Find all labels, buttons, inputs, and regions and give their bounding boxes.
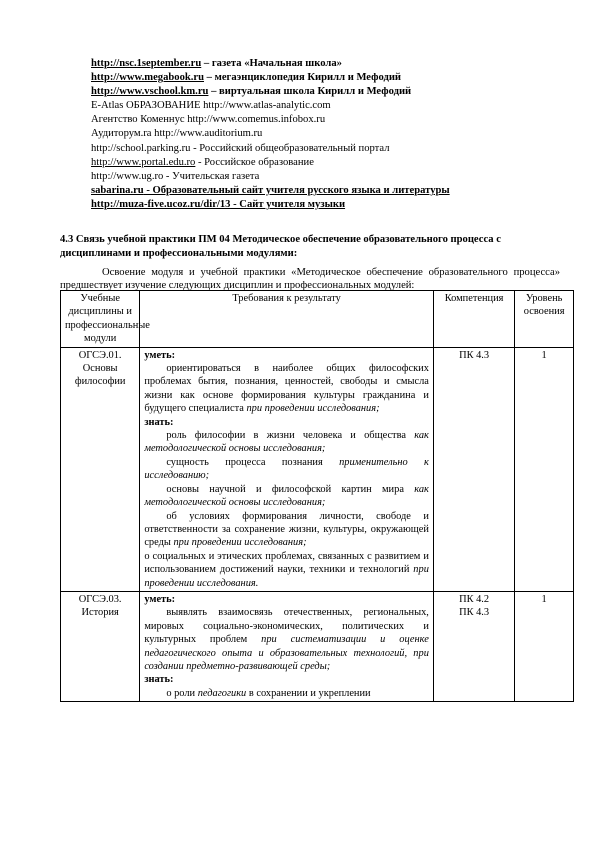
header-competence: Компетенция [433, 291, 514, 348]
discipline-name: Основы философии [74, 363, 126, 388]
resource-link[interactable]: http://muza-five.ucoz.ru/dir/13 [91, 198, 231, 210]
link-line [91, 113, 561, 127]
header-level: Уровень освоения [515, 291, 574, 348]
resource-link[interactable]: http://nsc.1september.ru [91, 58, 202, 69]
competence-cell: ПК 4.3 [433, 347, 514, 591]
header-disciplines: Учебные дисциплины и профессиональные модули [61, 291, 140, 348]
requirement-item: выявлять взаимосвязь отечественных, региональных, мировых социально-экономических, политических и культурных проблем при систематизации и оценке педагогического опыта и образовательных технологий, при создании предметно-развивающей среды; [144, 607, 429, 672]
resource-description: http://school.parking.ru - Российский общеобразовательный портал [91, 142, 390, 154]
resource-description: – газета «Начальная школа» [201, 58, 342, 69]
skills-label: уметь: [144, 349, 176, 361]
resource-description: - Российское образование [195, 156, 314, 168]
discipline-cell [61, 591, 140, 701]
competence-cell: ПК 4.2 ПК 4.3 [433, 591, 514, 701]
resource-description: http://www.ug.ro - Учительская газета [91, 170, 260, 182]
requirement-item: о роли педагогики в сохранении и укреплении [166, 687, 371, 699]
header-requirements: Требования к результату [140, 291, 434, 348]
resource-description: Агентство Коменнус http://www.comemus.infobox.ru [91, 114, 326, 126]
intro-text: Освоение модуля и учебной практики «Методическое обеспечение образовательного процесса» предшествует изучение следующих дисциплин и профессиональных модулей: [60, 267, 560, 291]
requirement-item: основы научной и философской картин мира как методологической основы исследования; [144, 483, 429, 509]
link-line [91, 184, 561, 198]
discipline-code: ОГСЭ.03. [78, 593, 122, 605]
knowledge-label: знать: [144, 674, 174, 686]
resource-description: – мегаэнциклопедия Кирилл и Мефодий [204, 72, 402, 84]
resource-description: – виртуальная школа Кирилл и Мефодий [208, 86, 412, 98]
link-line [91, 156, 561, 170]
section-title: 4.3 Связь учебной практики ПМ 04 Методическое обеспечение образовательного процесса с дисциплинами и профессиональными модулями: [60, 234, 501, 259]
discipline-code: ОГСЭ.01. [78, 349, 122, 361]
link-line [91, 142, 561, 156]
link-line [91, 198, 561, 212]
skills-label: уметь: [144, 593, 176, 605]
resource-link[interactable]: http://www.megabook.ru [91, 72, 205, 84]
requirement-item: об условиях формирования личности, свободе и ответственности за сохранение жизни, культуры, окружающей среды при проведении исследования; [144, 510, 429, 549]
resource-description: E-Atlas ОБРАЗОВАНИЕ http://www.atlas-analytic.com [91, 100, 331, 112]
requirements-cell [140, 591, 434, 701]
link-line [91, 170, 561, 184]
link-line [91, 127, 561, 141]
disciplines-table [60, 290, 574, 702]
link-line [91, 71, 561, 85]
link-line [91, 57, 561, 71]
discipline-cell [61, 347, 140, 591]
resource-links-list [91, 57, 561, 212]
requirement-item: о социальных и этических проблемах, связанных с развитием и использованием достижений науки, техники и технологий при проведении исследования. [144, 550, 429, 589]
level-cell: 1 [515, 591, 574, 701]
requirement-item: роль философии в жизни человека и общества как методологической основы исследования; [144, 430, 429, 455]
requirement-item: сущность процесса познания применительно к исследованию; [144, 456, 429, 482]
resource-description: - Сайт учителя музыки [230, 198, 346, 210]
resource-description: Аудиторум.ra http://www.auditorium.ru [91, 128, 263, 140]
link-line [91, 85, 561, 99]
discipline-name: История [81, 607, 119, 619]
table-header-row [61, 291, 574, 348]
requirement-item: ориентироваться в наиболее общих философских проблемах бытия, познания, ценностей, свободы и смысла жизни как основе формирования культуры гражданина и будущего специалиста при проведении исследования; [144, 363, 429, 415]
resource-link[interactable]: sabarina.ru [91, 184, 144, 196]
table-row [61, 347, 574, 591]
resource-link[interactable]: http://www.portal.edu.ro [91, 156, 196, 168]
intro-paragraph [60, 266, 560, 292]
level-cell: 1 [515, 347, 574, 591]
requirements-cell [140, 347, 434, 591]
knowledge-label: знать: [144, 416, 174, 428]
resource-description: - Образовательный сайт учителя русского языка и литературы [143, 184, 450, 196]
link-line [91, 99, 561, 113]
table-row [61, 591, 574, 701]
resource-link[interactable]: http://www.vschool.km.ru [91, 86, 209, 98]
